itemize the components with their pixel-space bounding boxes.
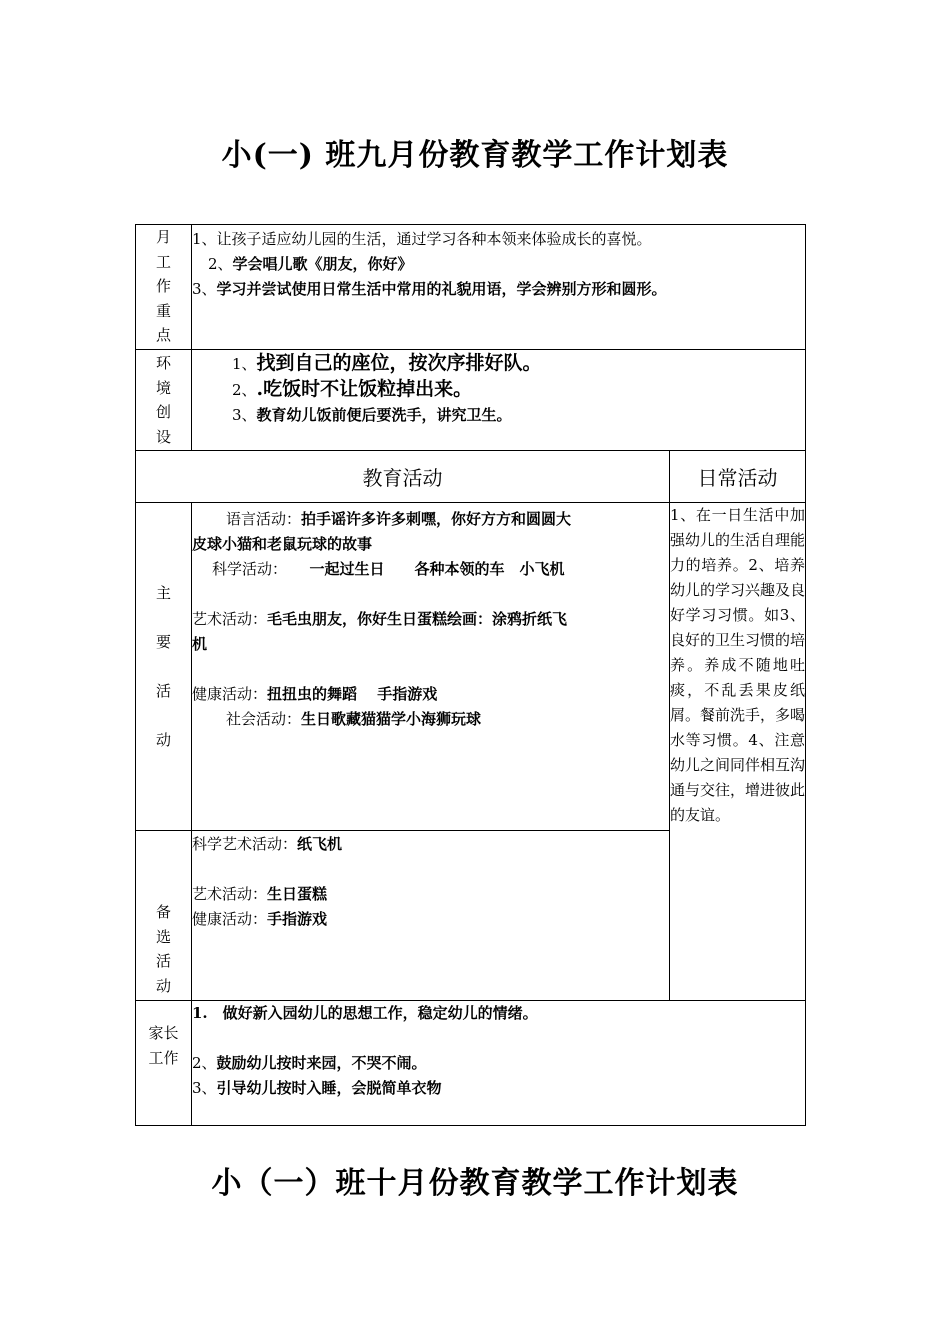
- row-headers: [136, 451, 806, 503]
- parents-content: [192, 1001, 806, 1126]
- env-line-1: 1、找到自己的座位，按次序排好队。: [232, 352, 542, 374]
- main-health: 健康活动：扭扭虫的舞蹈 手指游戏: [192, 685, 438, 703]
- main-art: 艺术活动：毛毛虫朋友，你好生日蛋糕绘画：涂鸦折纸飞: [192, 610, 568, 628]
- main-science: 科学活动： 一起过生日 各种本领的车 小飞机: [212, 560, 565, 578]
- page-title: 小(一) 班九月份教育教学工作计划表: [221, 138, 729, 173]
- row-focus: [136, 225, 806, 350]
- main-content: [192, 503, 670, 831]
- header-daily-activities: 日常活动: [670, 451, 806, 503]
- optional-art: 艺术活动：生日蛋糕: [192, 885, 328, 903]
- focus-line-1: 1、让孩子适应幼儿园的生活，通过学习各种本领来体验成长的喜悦。: [192, 230, 652, 248]
- plan-table: [135, 224, 806, 1126]
- env-line-2: 2、.吃饭时不让饭粒掉出来。: [232, 378, 473, 400]
- daily-activities-content: 1、在一日生活中加强幼儿的生活自理能力的培养。2、培养幼儿的学习兴趣及良好学习习惯。如3、良好的卫生习惯的培养。养成不随地吐痰，不乱丢果皮纸屑。餐前洗手，多喝水等习惯。4、注意幼儿之间同伴相互沟通与交往，增进彼此的友谊。: [670, 503, 806, 1001]
- env-line-3: 3、教育幼儿饭前便后要洗手，讲究卫生。: [232, 406, 512, 424]
- row-main: [136, 503, 806, 831]
- optional-health: 健康活动：手指游戏: [192, 910, 328, 928]
- main-language: 语言活动：拍手谣许多许多刺嘿，你好方方和圆圆大: [226, 510, 572, 528]
- parents-line-2: 2、鼓励幼儿按时来园，不哭不闹。: [192, 1054, 427, 1072]
- label-env: 环 境 创 设: [136, 350, 192, 451]
- main-language-cont: 皮球小猫和老鼠玩球的故事: [192, 535, 373, 553]
- header-edu-activities: 教育活动: [136, 451, 670, 503]
- next-page-title: 小（一）班十月份教育教学工作计划表: [211, 1166, 739, 1201]
- optional-sciart: 科学艺术活动：纸飞机: [192, 835, 343, 853]
- parents-line-3: 3、引导幼儿按时入睡，会脱简单衣物: [192, 1079, 442, 1097]
- label-optional: 备 选 活 动: [136, 831, 192, 1001]
- label-main: 主 要 活 动: [136, 503, 192, 831]
- env-content: [192, 350, 806, 451]
- focus-line-2: 2、学会唱儿歌《朋友，你好》: [208, 255, 413, 273]
- row-env: [136, 350, 806, 451]
- main-art-cont: 机: [192, 635, 208, 653]
- row-parents: [136, 1001, 806, 1126]
- main-social: 社会活动：生日歌藏猫猫学小海狮玩球: [226, 710, 482, 728]
- parents-line-1: 1. 做好新入园幼儿的思想工作，稳定幼儿的情绪。: [192, 1004, 538, 1022]
- label-focus: 月 工 作 重 点: [136, 225, 192, 350]
- label-parents: 家长 工作: [136, 1001, 192, 1126]
- focus-content: [192, 225, 806, 350]
- focus-line-3: 3、学习并尝试使用日常生活中常用的礼貌用语，学会辨别方形和圆形。: [192, 280, 667, 298]
- optional-content: [192, 831, 670, 1001]
